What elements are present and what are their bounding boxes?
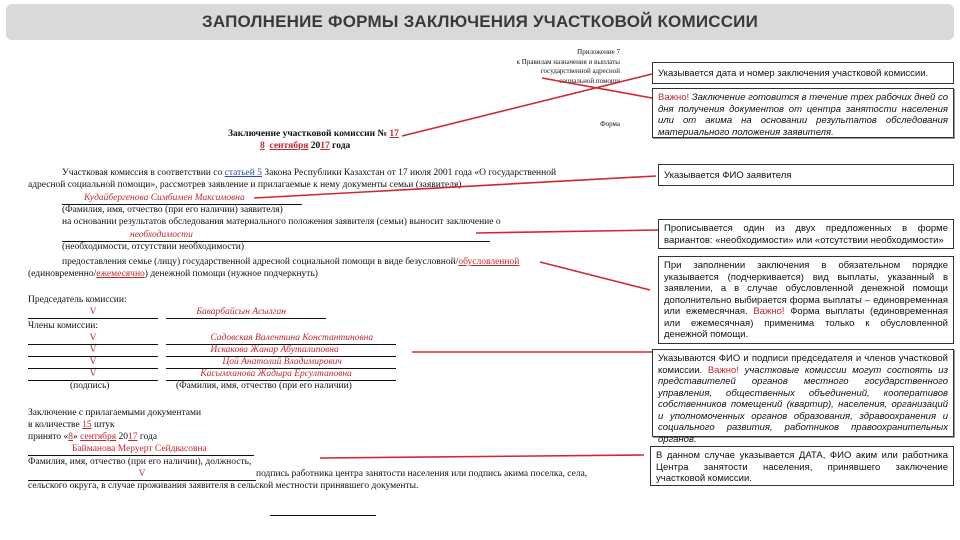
- receiver-signature: V: [28, 468, 256, 481]
- member-name: Цой Анатолий Владимирович: [166, 356, 396, 369]
- chair-name: Баварбайсын Асылган: [166, 306, 326, 319]
- note-receiver: В данном случае указывается ДАТА, ФИО аким или работника Центра занятости населения, принявшего заключение участковой комиссии.: [650, 446, 954, 486]
- appendix-line-3: государственной адресной: [540, 67, 620, 75]
- member-signature: V: [28, 368, 158, 381]
- necessity-caption: (необходимости, отсутствии необходимости): [62, 242, 244, 252]
- member-name: Искакова Жанар Абуталиповна: [166, 344, 396, 357]
- paragraph-2: на основании результатов обследования материального положения заявителя (семьи) выносит заключение о: [62, 217, 501, 227]
- paragraph-3-line-2: (единовременно/ежемесячно) денежной помощи (нужное подчеркнуть): [28, 269, 318, 279]
- paragraph-1-line-2: адресной социальной помощи», рассмотрев заявление и прилагаемые к нему документы семьи (заявителя): [28, 180, 462, 190]
- chair-signature-row: [28, 306, 326, 319]
- form-heading: Заключение участковой комиссии № 17: [228, 129, 399, 139]
- note-necessity: Прописывается один из двух предложенных в форме вариантов: «необходимости» или «отсутствии необходимости»: [658, 219, 954, 249]
- chair-label: Председатель комиссии:: [28, 295, 127, 305]
- members-label: Члены комиссии:: [28, 321, 99, 331]
- note-important-deadline: Важно! Заключение готовится в течение трех рабочих дней со дня получения документов от центра занятости населения или от акима на основании результатов обследования материального положения заявителя.: [652, 88, 954, 138]
- paragraph-3-line-1: предоставления семье (лицу) государственной адресной социальной помощи в виде безусловной/обусловленной: [62, 257, 520, 267]
- appendix-header: [440, 48, 620, 130]
- receiver-name-field: Байманова Меруерт Сейдвасовна: [28, 443, 254, 456]
- note-payment-type: При заполнении заключения в обязательном порядке указывается (подчеркивается) вид выплаты, указанный в заявлении, а в случае обусловленной денежной помощи дополнительно выбирается форма выплаты – единовременная или ежемесячная. Важно! Форма выплаты (единовременная или ежемесячная) применима только к обусловленной денежной помощи.: [658, 256, 954, 344]
- slide-title: ЗАПОЛНЕНИЕ ФОРМЫ ЗАКЛЮЧЕНИЯ УЧАСТКОВОЙ КОМИССИИ: [6, 4, 954, 40]
- applicant-caption: (Фамилия, имя, отчество (при его наличии) заявителя): [62, 205, 283, 215]
- conclusion-number: 17: [389, 129, 399, 139]
- member-signature: V: [28, 332, 158, 345]
- receiver-caption-tail: сельского округа, в случае проживания заявителя в сельской местности принявшего документы.: [28, 481, 419, 491]
- appendix-line-4: социальной помощи: [559, 76, 620, 85]
- note-commission-members: Указываются ФИО и подписи председателя и членов участковой комиссии. Важно! участковые комиссии могут состоять из представителей органов местного государственного управления, общественных объединений, кооперативов собственников помещений (квартир), населения, организаций и уполномоченных органов образования, здравоохранения и социального развития, работников правоохранительных органов.: [652, 349, 954, 437]
- receiver-signature-row: V подпись работника центра занятости населения или подпись акима поселка, села,: [28, 468, 587, 481]
- form-date: 8 сентября 2017 года: [260, 141, 351, 151]
- documents-count: в количестве 15 штук: [28, 420, 115, 430]
- member-name: Касымханова Жадыра Ерсултановна: [166, 368, 396, 381]
- chair-signature: V: [28, 306, 158, 319]
- paragraph-1-line-1: Участковая комиссия в соответствии со статьей 5 Закона Республики Казахстан от 17 июля 2001 года «О государственной: [62, 168, 557, 178]
- necessity-field: необходимости: [62, 229, 490, 242]
- accepted-date: принято «8» сентября 2017 года: [28, 432, 158, 442]
- bottom-rule: [270, 508, 376, 516]
- documents-label: Заключение с прилагаемыми документами: [28, 408, 202, 418]
- note-date-number: Указывается дата и номер заключения участковой комиссии.: [652, 62, 954, 84]
- name-caption: (Фамилия, имя, отчество (при его наличии): [176, 381, 352, 391]
- member-signature: V: [28, 344, 158, 357]
- form-label: Форма: [600, 120, 620, 128]
- member-signature: V: [28, 356, 158, 369]
- note-applicant-name: Указывается ФИО заявителя: [658, 164, 954, 186]
- conditional-option: обусловленной: [458, 257, 520, 267]
- member-name: Садовская Валентина Константиновна: [166, 332, 396, 345]
- signature-caption: (подпись): [70, 381, 110, 391]
- monthly-option: ежемесячно: [96, 269, 145, 279]
- law-article-link[interactable]: статьей 5: [224, 168, 262, 178]
- applicant-name-field: Кудайбергенова Симбимен Максимовна: [62, 192, 302, 205]
- appendix-line-2: к Правилам назначения и выплаты: [516, 57, 620, 66]
- appendix-line-1: Приложение 7: [577, 48, 620, 56]
- receiver-caption: Фамилия, имя, отчество (при его наличии), должность,: [28, 457, 252, 467]
